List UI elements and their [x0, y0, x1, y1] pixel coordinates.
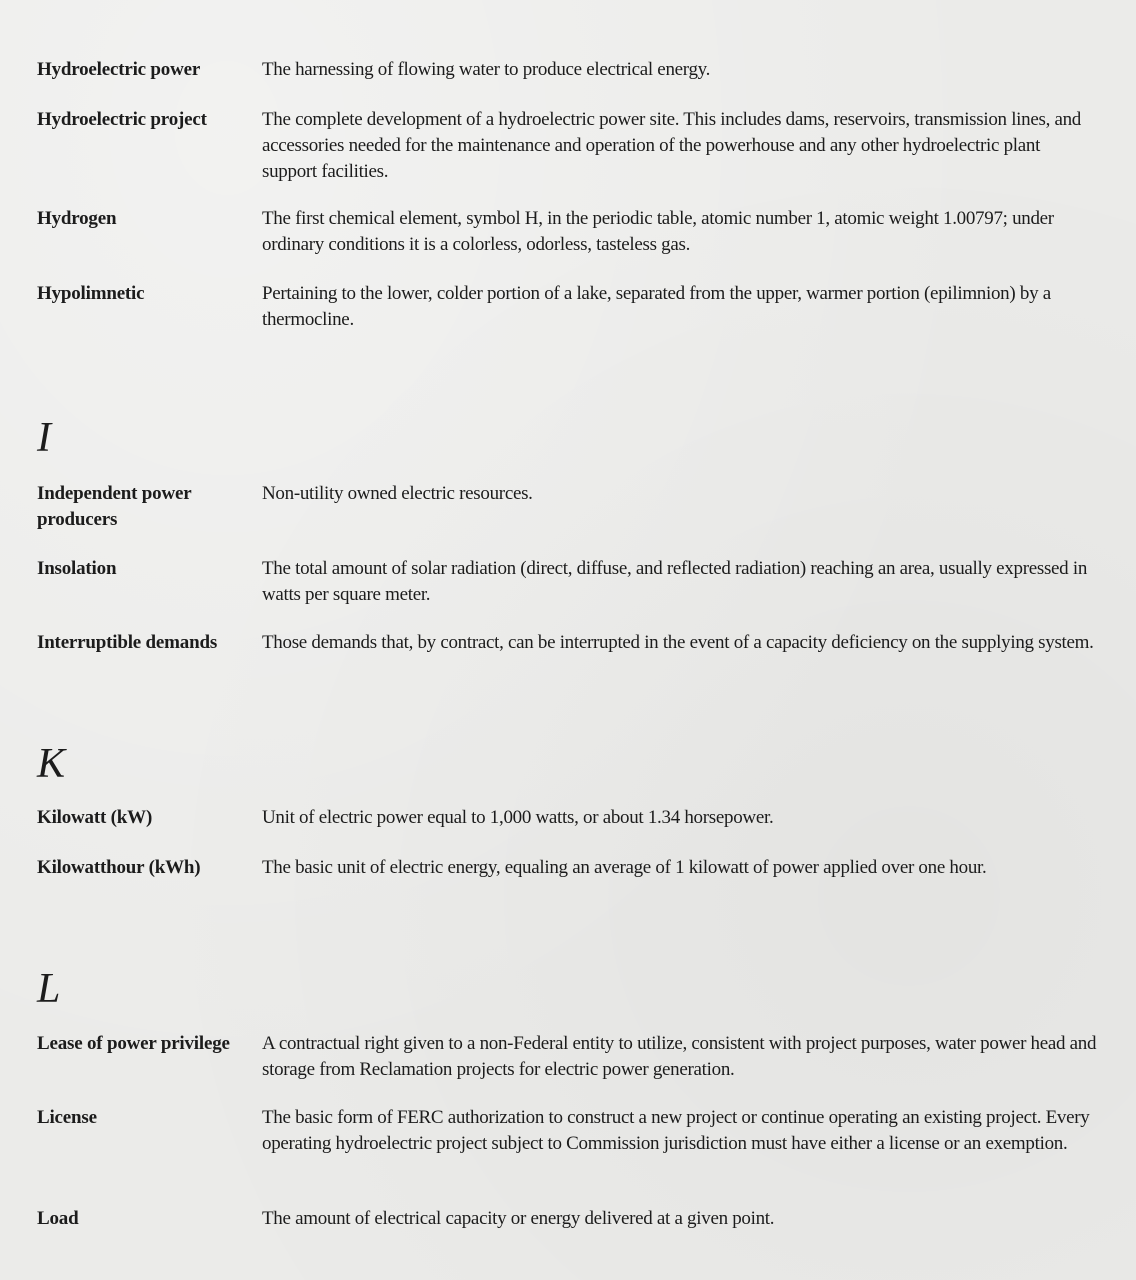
glossary-definition: The first chemical element, symbol H, in the periodic table, atomic number 1, atomic weight 1.00797; under ordinary conditions it is a colorless, odorless, tasteless gas. — [262, 208, 1054, 255]
glossary-term: Hydroelectric project — [37, 109, 207, 130]
glossary-term: Interruptible demands — [37, 632, 218, 653]
glossary-term: Hydroelectric power — [37, 59, 201, 80]
section-letter-i: I — [37, 415, 51, 461]
glossary-definition: Unit of electric power equal to 1,000 watts, or about 1.34 horsepower. — [262, 807, 774, 828]
glossary-definition: The total amount of solar radiation (direct, diffuse, and reflected radiation) reaching an area, usually expressed in watts per square meter. — [262, 558, 1088, 605]
glossary-definition: The complete development of a hydroelectric power site. This includes dams, reservoirs, transmission lines, and accessories needed for the maintenance and operation of the powerhouse and any other hydroelectric plant support facilities. — [262, 109, 1082, 182]
glossary-term: Independent power producers — [37, 483, 192, 530]
glossary-term: Kilowatt (kW) — [37, 807, 153, 828]
glossary-term: Lease of power privilege — [37, 1033, 230, 1054]
glossary-definition: Those demands that, by contract, can be interrupted in the event of a capacity deficiency on the supplying system. — [262, 632, 1094, 653]
glossary-definition: The basic unit of electric energy, equaling an average of 1 kilowatt of power applied over one hour. — [262, 857, 987, 878]
glossary-definition: Pertaining to the lower, colder portion of a lake, separated from the upper, warmer portion (epilimnion) by a thermocline. — [262, 283, 1051, 330]
glossary-term: Load — [37, 1208, 79, 1229]
section-letter-l: L — [37, 966, 61, 1012]
glossary-definition: The amount of electrical capacity or energy delivered at a given point. — [262, 1208, 775, 1229]
section-letter-k: K — [37, 741, 66, 787]
glossary-definition: A contractual right given to a non-Federal entity to utilize, consistent with project purposes, water power head and storage from Reclamation projects for electric power generation. — [262, 1033, 1097, 1080]
glossary-definition: Non-utility owned electric resources. — [262, 483, 533, 504]
glossary-term: Kilowatthour (kWh) — [37, 857, 201, 878]
glossary-term: License — [37, 1107, 97, 1128]
glossary-term: Hypolimnetic — [37, 283, 145, 304]
glossary-definition: The harnessing of flowing water to produce electrical energy. — [262, 59, 711, 80]
glossary-term: Hydrogen — [37, 208, 117, 229]
glossary-definition: The basic form of FERC authorization to construct a new project or continue operating an existing project. Every operating hydroelectric project subject to Commission jurisdiction must have either a license or an exemption. — [262, 1107, 1090, 1154]
glossary-term: Insolation — [37, 558, 117, 579]
